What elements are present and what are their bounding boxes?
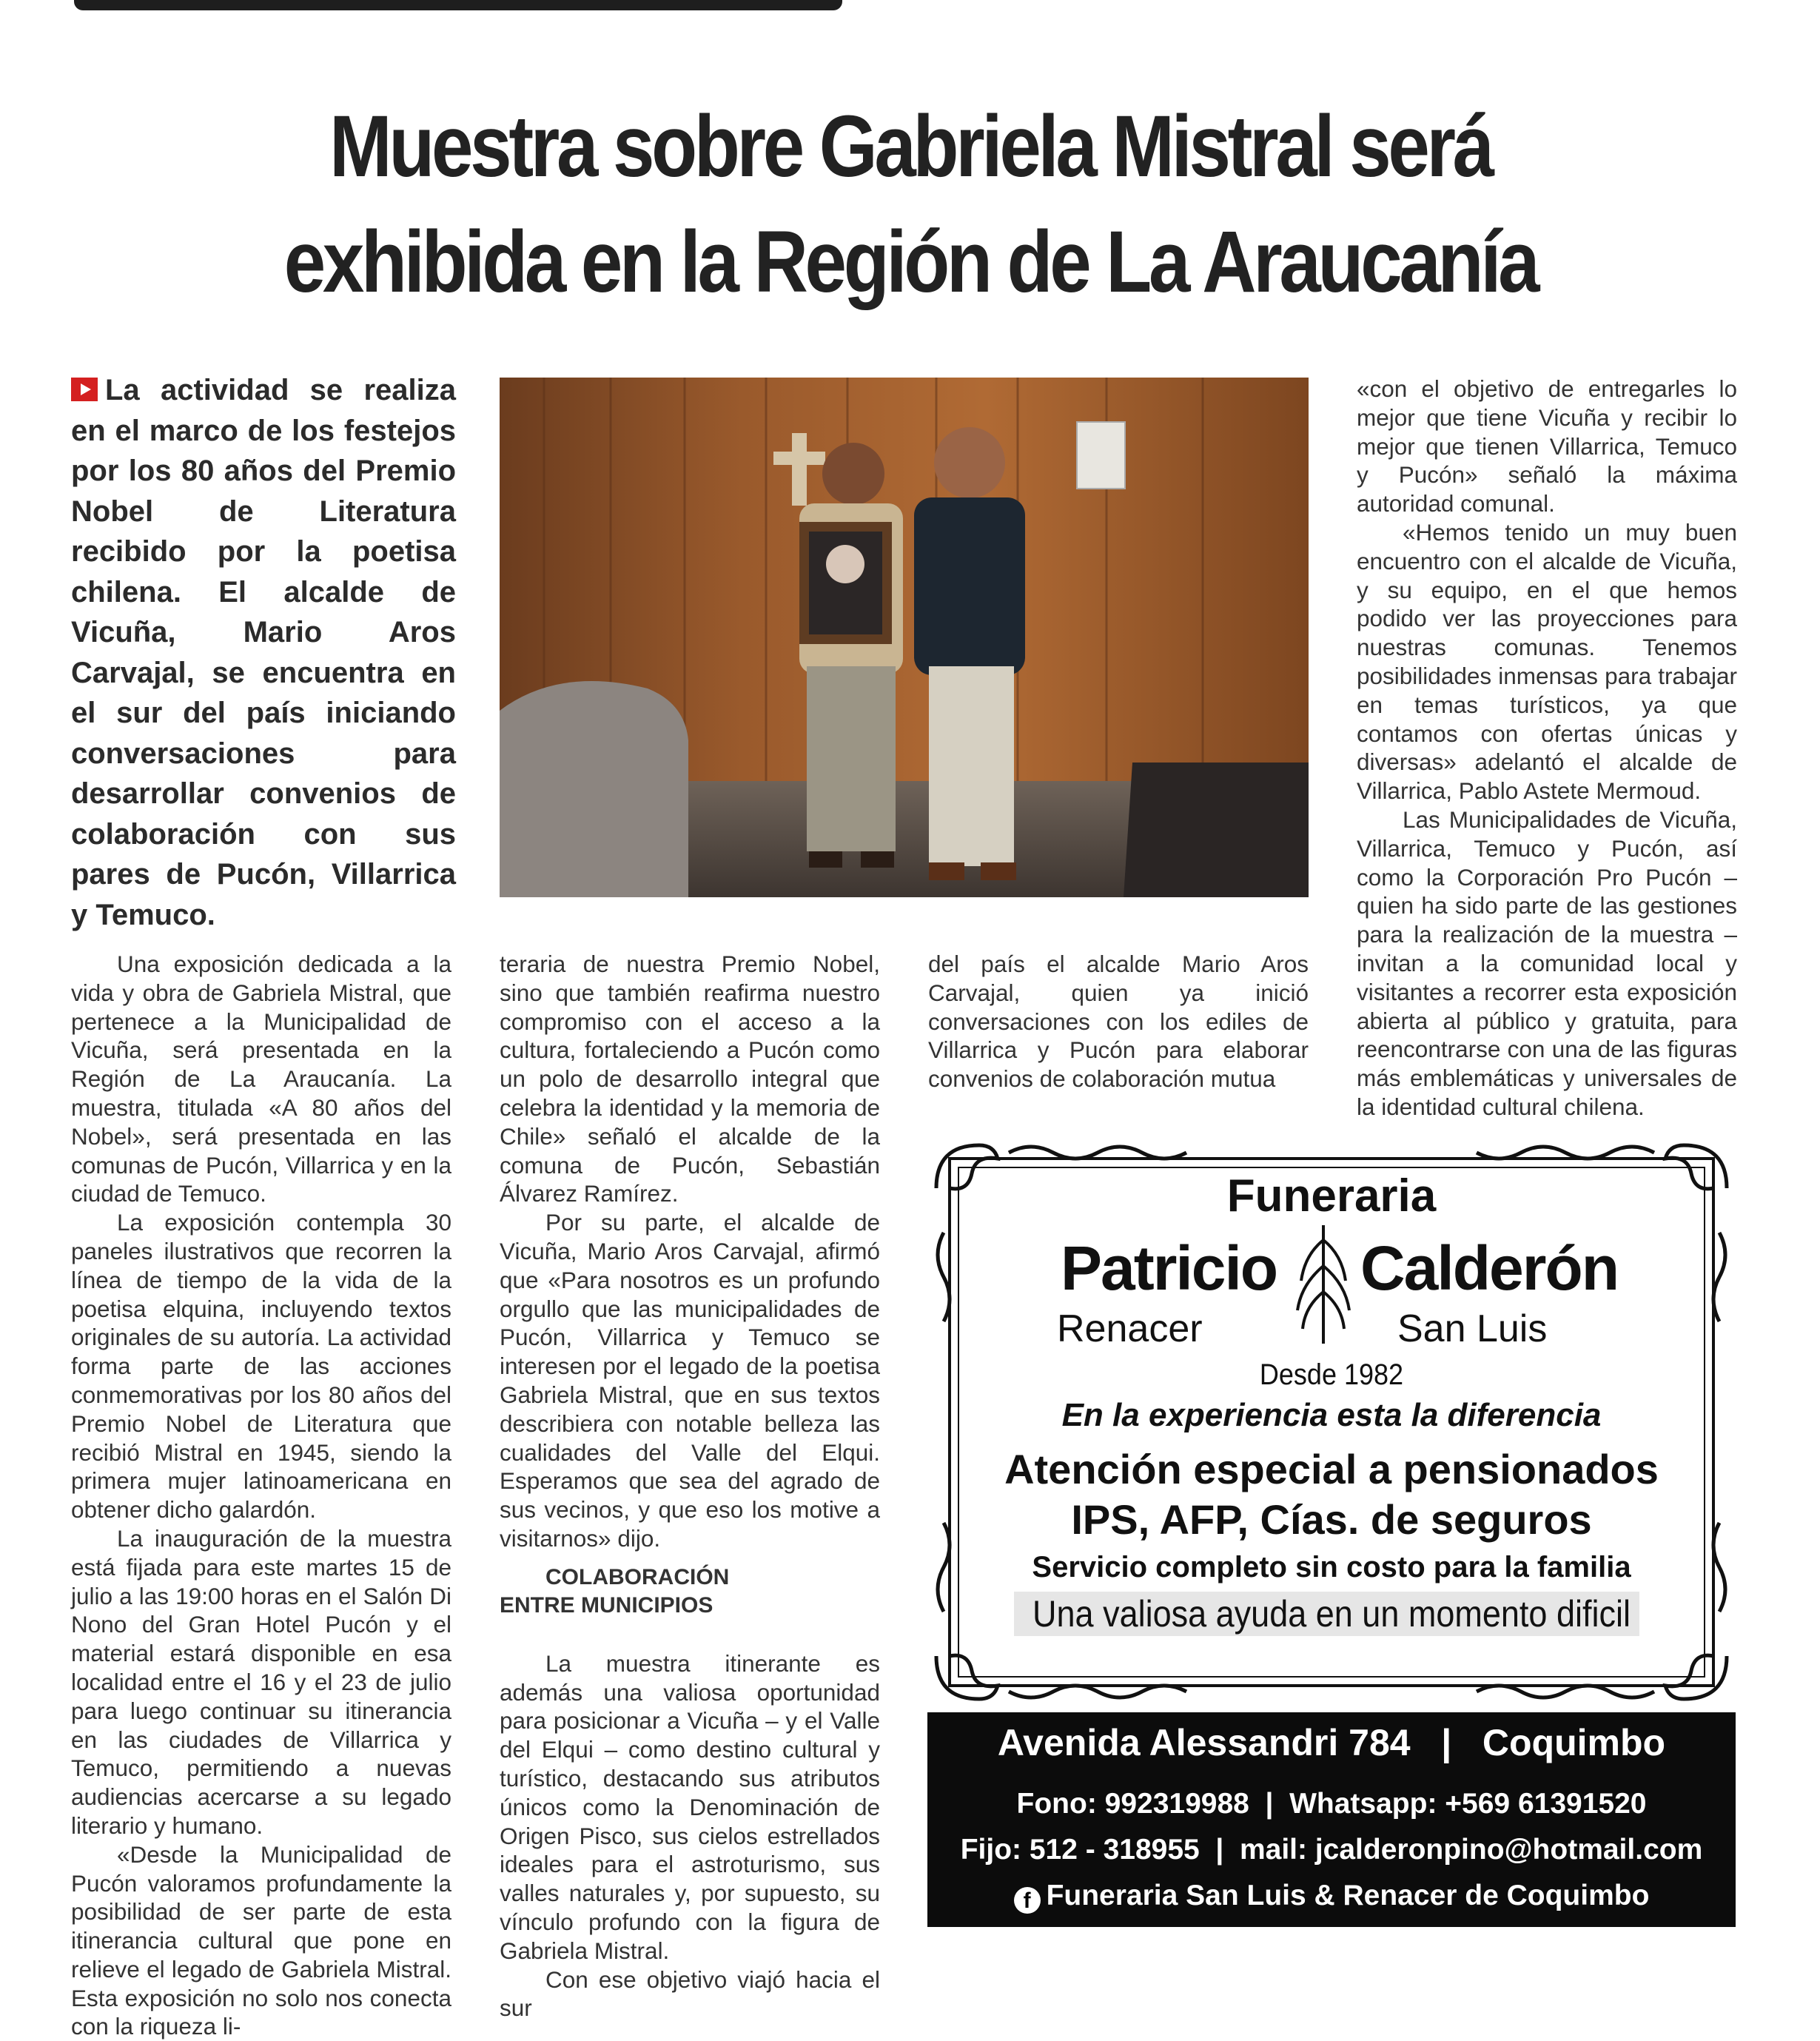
- section-tab-bar: [74, 0, 842, 10]
- paragraph: La inauguración de la muestra está fijada para este martes 15 de julio a las 19:00 horas en el Salón Di Nono del Gran Hotel Pucón y el material estará disponible en esa localidad entre el 16 y el 23 de julio para luego continuar su itinerancia en las ciudades de Villarrica y Temuco, permitiendo a nuevas audiencias acercarse a su legado literario y humano.: [71, 1524, 451, 1839]
- subheading-line-1: COLABORACIÓN: [545, 1564, 730, 1589]
- paragraph: teraria de nuestra Premio Nobel, sino que también reafirma nuestro compromiso con el acceso a la cultura, fortaleciendo a Pucón como un polo de desarrollo integral que celebra la identidad y la memoria de Chile» señaló el alcalde de la comuna de Pucón, Sebastián Álvarez Ramírez.: [500, 951, 880, 1207]
- paragraph: La exposición contempla 30 paneles ilustrativos que recorren la línea de tiempo de la vida de la poetisa elquina, incluyendo textos originales de su autoría. La actividad forma parte de las acciones conmemorativas por los 80 años del Premio Nobel de Literatura que recibió Mistral en 1945, siendo la primera mujer latinoamericana en obtener dicho galardón.: [71, 1209, 451, 1524]
- headline-line-2: exhibida en la Región de La Araucanía: [283, 213, 1537, 311]
- ad-patricio: Patricio: [1061, 1233, 1277, 1303]
- ad-phone: Fono: 992319988 | Whatsapp: +569 61391520: [1016, 1788, 1647, 1820]
- facebook-icon: f: [1014, 1887, 1041, 1914]
- ad-facebook-text: Funeraria San Luis & Renacer de Coquimbo: [1046, 1880, 1650, 1911]
- article-column-2: [500, 950, 880, 2022]
- paragraph: Las Municipalidades de Vicuña, Villarrica, Temuco y Pucón, así como la Corporación Pro Pucón – quien ha sido parte de las gestiones para la realización de la muestra – invitan a la comunidad local y visitantes a recorrer esta exposición abierta al público y gratuita, para reencontrarse con una de las figuras más emblemáticas y universales de la identidad cultural chilena.: [1357, 805, 1737, 1120]
- ad-funeraria: Funeraria: [1226, 1170, 1437, 1221]
- ad-contact-bar: [927, 1712, 1736, 1927]
- paragraph: «con el objetivo de entregarles lo mejor que tiene Vicuña y recibir lo mejor que tienen Villarrica, Temuco y Pucón» señaló la máxima autoridad comunal.: [1357, 375, 1737, 517]
- subheading-line-2: ENTRE MUNICIPIOS: [500, 1592, 713, 1618]
- paragraph: «Hemos tenido un muy buen encuentro con el alcalde de Vicuña, y su equipo, en el que hemos podido ver las proyecciones para nuestras comunas. Tenemos posibilidades inmensas para trabajar en temas turísticos, ya que contamos con ofertas únicas y diversas» adelantó el alcalde de Villarrica, Pablo Astete Mermoud.: [1357, 518, 1737, 805]
- ad-insurance: IPS, AFP, Cías. de seguros: [1071, 1496, 1592, 1543]
- article-column-3: [928, 950, 1309, 1093]
- paragraph: Una exposición dedicada a la vida y obra de Gabriela Mistral, que pertenece a la Municipalidad de Vicuña, será presentada en la Región de La Araucanía. La muestra, titulada «A 80 años del Nobel», será presentada en las comunas de Pucón, Villarrica y en la ciudad de Temuco.: [71, 951, 451, 1207]
- ad-since: Desde 1982: [1259, 1358, 1404, 1391]
- paragraph: Con ese objetivo viajó hacia el sur: [500, 1965, 880, 2022]
- lead-text: La actividad se realiza en el marco de los festejos por los 80 años del Premio Nobel de Literatura recibido por la poetisa chilena. El alcalde de Vicuña, Mario Aros Carvajal, se encuentra en el sur del país iniciando conversaciones para desarrollar convenios de colaboración con sus pares de Pucón, Villarrica y Temuco.: [71, 374, 456, 931]
- paragraph: Por su parte, el alcalde de Vicuña, Mario Aros Carvajal, afirmó que «Para nosotros es un profundo orgullo que las municipalidades de Pucón, Villarrica y Temuco se interesen por el legado de la poetisa Gabriela Mistral, que en sus textos describiera con notable belleza las cualidades del Valle del Elqui. Esperamos que sea del agrado de sus vecinos, y que eso los motive a visitarnos» dijo.: [500, 1209, 880, 1552]
- ad-san-luis: San Luis: [1397, 1307, 1548, 1350]
- ad-attention: Atención especial a pensionados: [1004, 1446, 1659, 1492]
- funeral-home-ad: [927, 1136, 1736, 1930]
- article-column-4: [1357, 375, 1737, 1122]
- article-photo: [500, 378, 1309, 897]
- ad-facebook: [927, 1880, 1736, 1914]
- paragraph: «Desde la Municipalidad de Pucón valoramos profundamente la posibilidad de ser parte de esta itinerancia cultural que pone en relieve el legado de Gabriela Mistral. Esta exposición no solo nos conecta con la riqueza li-: [71, 1840, 451, 2040]
- play-marker-icon: [71, 378, 98, 401]
- ad-address: Avenida Alessandri 784 | Coquimbo: [997, 1722, 1666, 1763]
- ad-help: Una valiosa ayuda en un momento dificil: [1032, 1593, 1631, 1635]
- paragraph: La muestra itinerante es además una valiosa oportunidad para posicionar a Vicuña – y el Valle del Elqui – como destino cultural y turístico, destacando sus atributos únicos como la Denominación de Origen Pisco, sus cielos estrellados ideales para el astroturismo, sus valles naturales y, por supuesto, su vínculo profundo con la figura de Gabriela Mistral.: [500, 1649, 880, 1964]
- headline: [204, 89, 1616, 320]
- ad-service: Servicio completo sin costo para la familia: [1032, 1551, 1631, 1583]
- ad-calderon: Calderón: [1360, 1233, 1619, 1303]
- headline-line-1: Muestra sobre Gabriela Mistral será: [329, 98, 1491, 195]
- subheading: [500, 1564, 880, 1620]
- ad-renacer: Renacer: [1057, 1307, 1203, 1350]
- paragraph: del país el alcalde Mario Aros Carvajal, quien ya inició conversaciones con los ediles de Villarrica y Pucón para elaborar convenios de colaboración mutua: [928, 951, 1309, 1093]
- ad-slogan: En la experiencia esta la diferencia: [1061, 1397, 1602, 1433]
- lead-paragraph: [71, 370, 456, 935]
- article-column-1: [71, 950, 451, 2041]
- ad-landline-email: Fijo: 512 - 318955 | mail: jcalderonpino@hotmail.com: [960, 1834, 1703, 1866]
